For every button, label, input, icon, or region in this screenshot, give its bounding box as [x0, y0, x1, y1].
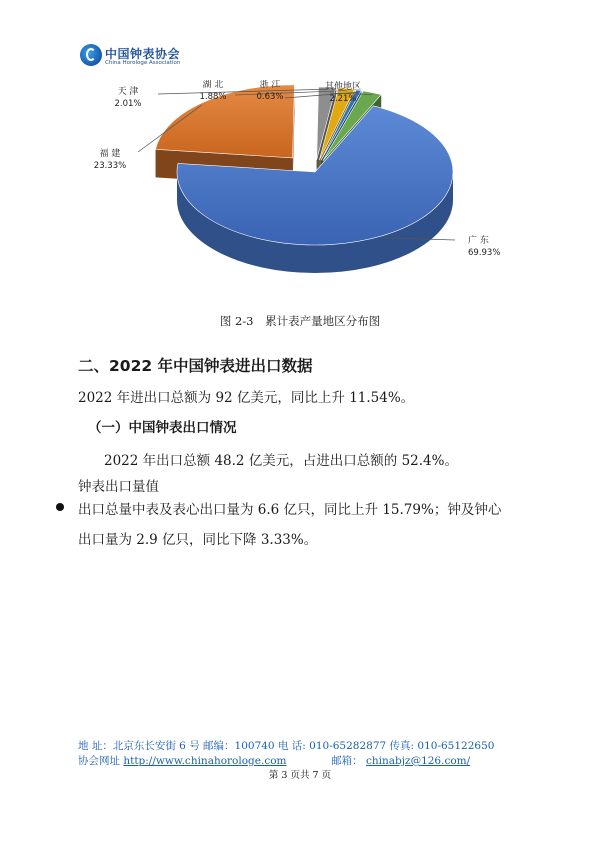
bullet-text-line-1: 出口总量中表及表心出口量为 6.6 亿只，同比上升 15.79%；钟及钟心: [78, 502, 502, 518]
slice-value-5: 2.21%: [329, 94, 357, 104]
slice-label-2: 天 津: [117, 87, 139, 97]
slice-label-1: 福 建: [99, 149, 121, 159]
figure-number: 图 2-3: [219, 314, 254, 328]
export-volume-label: 钟表出口量值: [78, 479, 159, 495]
slice-label-0: 广 东: [468, 236, 489, 246]
slice-value-0: 69.93%: [468, 248, 501, 258]
slice-label-3: 湖 北: [202, 80, 224, 90]
figure-caption: [0, 313, 600, 329]
footer-email-link[interactable]: chinabjz@126.com/: [366, 755, 471, 767]
page-number: 第 3 页共 7 页: [268, 770, 332, 781]
slice-label-5: 其他地区: [324, 82, 362, 92]
slice-value-2: 2.01%: [114, 99, 142, 109]
bullet-text-line-2: 出口量为 2.9 亿只，同比下降 3.33%。: [78, 532, 318, 548]
bullet-icon: [56, 503, 64, 511]
logo-chinese-name: 中国钟表协会: [105, 47, 181, 61]
footer-address: 地 址：北京东长安街 6 号 邮编：100740 电 话: 010-65282877 传真: 010-65122650: [78, 740, 495, 752]
association-logo: [80, 44, 200, 72]
section-heading: 二、2022 年中国钟表进出口数据: [78, 357, 313, 375]
slice-label-4: 浙 江: [259, 80, 281, 90]
subsection-heading: （一）中国钟表出口情况: [88, 420, 237, 436]
footer-email-label: 邮箱：: [331, 755, 363, 767]
footer-website-label: 协会网址: [78, 755, 120, 767]
slice-value-1: 23.33%: [93, 161, 127, 171]
export-total-paragraph: 2022 年出口总额 48.2 亿美元，占进出口总额的 52.4%。: [104, 453, 458, 469]
slice-value-3: 1.88%: [199, 92, 227, 102]
intro-paragraph: 2022 年进出口总额为 92 亿美元，同比上升 11.54%。: [78, 390, 415, 406]
region-pie-chart: [90, 80, 520, 285]
slice-value-4: 0.63%: [256, 92, 284, 102]
figure-title: 累计表产量地区分布图: [265, 314, 381, 328]
logo-english-name: China Horologe Association: [105, 60, 181, 66]
footer-contact: [78, 753, 470, 768]
logo-emblem-icon: [80, 44, 102, 66]
footer-website-link[interactable]: http://www.chinahorologe.com: [123, 755, 287, 767]
